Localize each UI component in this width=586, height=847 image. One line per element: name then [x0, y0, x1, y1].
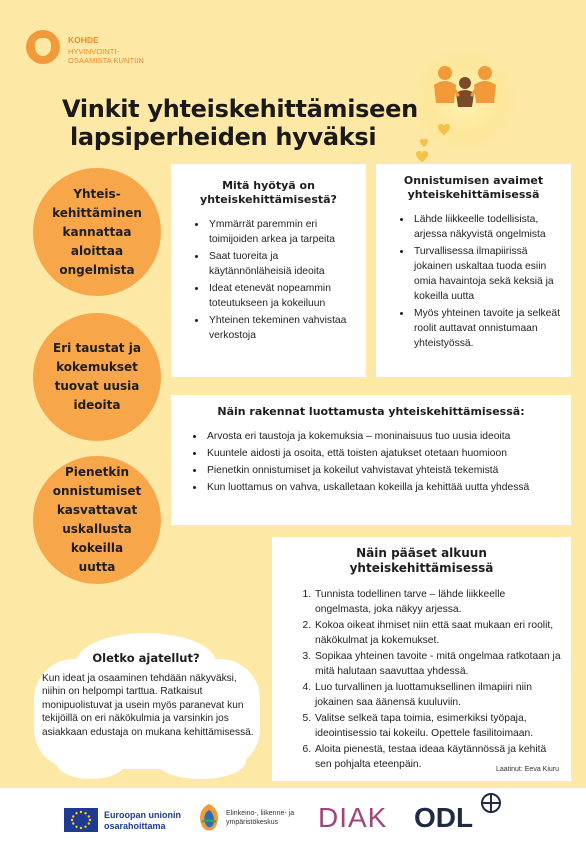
start-title	[272, 546, 571, 576]
thought-text: Kun ideat ja osaaminen tehdään näkyväksi, niihin on helpompi tarttua. Ratkaisut monipuolistuvat ja usein myös paranevat kun tekijöillä on eri näkökulmia ja varsinkin jos asiakkaan edustaja on mukana kehittämisessä.	[42, 673, 254, 738]
list-item: • Lähde liikkeelle todellisista, arjessa näkyvistä ongelmista	[412, 212, 563, 242]
keys-title	[376, 174, 571, 202]
benefits-box	[171, 164, 366, 377]
list-item: 5. Valitse selkeä tapa toimia, esimerkiksi työpaja, ideointisessio tai kokeilu. Opettele fasilitoimaan.	[314, 712, 561, 741]
kohde-logo	[26, 30, 166, 74]
circle-1-line: aloittaa	[70, 243, 124, 258]
tip-circle-problems	[33, 168, 161, 296]
page-title	[62, 95, 422, 151]
list-item: • Turvallisessa ilmapiirissä jokainen uskaltaa tuoda esiin omia havaintoja sekä keksiä ja kokeilla uutta	[412, 244, 563, 304]
title-line-2: lapsiperheiden hyväksi	[70, 123, 377, 151]
ely-text-line: Elinkeino-, liikenne- ja	[226, 810, 295, 817]
eu-text-line: Euroopan unionin	[104, 810, 181, 820]
circle-2-line: ideoita	[73, 398, 121, 412]
keys-title-line: yhteiskehittämisessä	[407, 188, 540, 201]
start-title-line: yhteiskehittämisessä	[349, 561, 494, 575]
circle-2-line: Eri taustat ja	[53, 341, 141, 355]
circle-3-line: uskallusta	[62, 522, 132, 536]
brand-tagline-1: HYVINVOINTI-	[68, 47, 120, 56]
keys-title-line: Onnistumisen avaimet	[403, 174, 544, 187]
circle-3-line: kasvattavat	[56, 503, 138, 517]
list-item: • Yhteinen tekeminen vahvistaa verkostoja	[207, 313, 356, 343]
sun-family-illustration	[410, 45, 520, 155]
list-item: 4. Luo turvallinen ja luottamuksellinen ilmapiiri niin jokainen saa äänensä kuuluviin.	[314, 681, 561, 710]
ely-logo-icon	[196, 802, 222, 834]
success-keys-box	[376, 164, 571, 377]
odl-cross-icon	[480, 792, 502, 814]
odl-logo: ODL	[414, 802, 474, 833]
circle-3-line: Pienetkin	[64, 465, 130, 479]
kohde-logo-icon	[26, 30, 60, 64]
keys-list	[398, 212, 563, 351]
brand-name: KOHDE	[68, 35, 99, 45]
eu-funding-text	[104, 810, 181, 832]
start-steps-list	[300, 588, 561, 772]
trust-list	[191, 429, 561, 495]
ely-text	[226, 809, 294, 827]
eu-flag-icon	[64, 808, 98, 832]
benefits-list	[193, 217, 356, 343]
author-credit: Laatinut: Eeva Kiuru	[495, 766, 559, 773]
partner-logos-footer	[0, 788, 586, 847]
list-item: • Saat tuoreita ja käytännönläheisiä ideoita	[207, 249, 356, 279]
list-item: • Myös yhteinen tavoite ja selkeät roolit auttavat onnistumaan yhteistyössä.	[412, 306, 563, 351]
trust-box	[171, 395, 571, 525]
tip-circle-successes	[33, 456, 161, 584]
circle-2-line: tuovat uusia	[54, 379, 140, 393]
getting-started-box	[272, 537, 571, 781]
list-item: 3. Sopikaa yhteinen tavoite - mitä ongelmaa ratkotaan ja mitä halutaan saavuttaa yhdessä.	[314, 650, 561, 679]
list-item: 6. Aloita pienestä, testaa ideaa käytännössä ja kehitä sen pohjalta eteenpäin.	[314, 743, 561, 772]
benefits-title-line: yhteiskehittämisestä?	[200, 193, 337, 206]
family-icon	[410, 45, 520, 155]
start-title-line: Näin pääset alkuun	[356, 546, 487, 560]
thought-cloud	[26, 625, 266, 785]
trust-title: Näin rakennat luottamusta yhteiskehittämisessä:	[217, 405, 525, 418]
eu-text-line: osarahoittama	[104, 821, 166, 831]
diak-logo: DIAK	[318, 802, 388, 833]
list-item: 1. Tunnista todellinen tarve – lähde liikkeelle ongelmasta, joka näkyy arjessa.	[314, 588, 561, 617]
list-item: • Arvosta eri taustoja ja kokemuksia – moninaisuus tuo uusia ideoita	[205, 429, 561, 444]
tip-circle-backgrounds	[33, 313, 161, 441]
list-item: • Kuuntele aidosti ja osoita, että toisten ajatukset otetaan huomioon	[205, 446, 561, 461]
circle-1-line: kehittäminen	[52, 205, 142, 220]
ely-text-line: ympäristökeskus	[226, 819, 279, 826]
thought-title: Oletko ajatellut?	[92, 651, 200, 665]
list-item: • Ideat etenevät nopeammin toteutukseen ja kokeiluun	[207, 281, 356, 311]
circle-3-line: onnistumiset	[52, 484, 142, 498]
circle-3-line: kokeilla uutta	[70, 541, 124, 574]
list-item: • Ymmärrät paremmin eri toimijoiden arkea ja tarpeita	[207, 217, 356, 247]
circle-1-line: ongelmista	[59, 262, 135, 277]
benefits-title-line: Mitä hyötyä on	[222, 179, 315, 192]
list-item: • Pienetkin onnistumiset ja kokeilut vahvistavat yhteistä tekemistä	[205, 463, 561, 478]
title-line-1: Vinkit yhteiskehittämiseen	[62, 95, 418, 123]
circle-1-line: kannattaa	[62, 224, 132, 239]
benefits-title	[171, 179, 366, 207]
circle-2-line: kokemukset	[56, 360, 138, 374]
list-item: 2. Kokoa oikeat ihmiset niin että saat mukaan eri roolit, näkökulmat ja kokemukset.	[314, 619, 561, 648]
circle-1-line: Yhteis-	[73, 186, 121, 201]
brand-tagline-2: OSAAMISTA KUNTIIN	[68, 56, 144, 65]
list-item: • Kun luottamus on vahva, uskalletaan kokeilla ja kehittää uutta yhdessä	[205, 480, 561, 495]
